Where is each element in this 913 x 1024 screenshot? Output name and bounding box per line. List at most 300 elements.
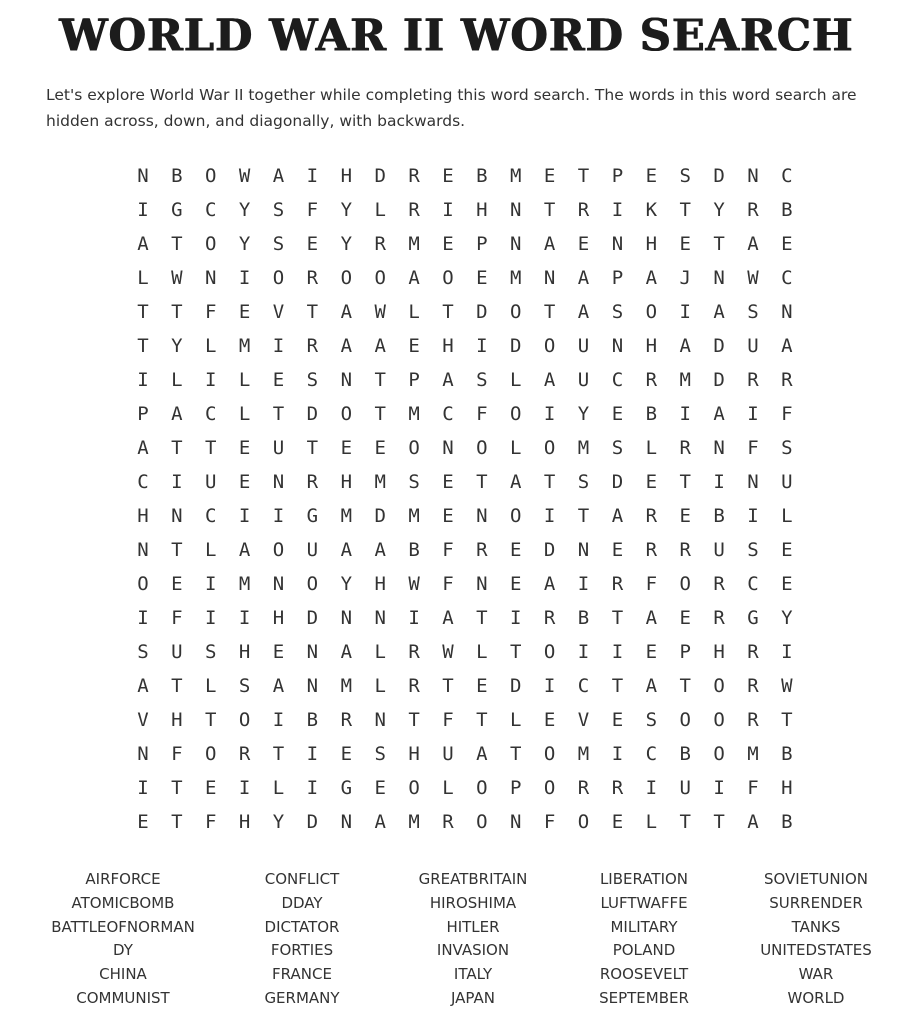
grid-cell[interactable]: A <box>340 335 353 357</box>
grid-cell[interactable]: M <box>340 675 353 697</box>
grid-cell[interactable]: S <box>137 641 149 663</box>
grid-cell[interactable]: P <box>408 369 420 391</box>
grid-cell[interactable]: Y <box>340 573 353 595</box>
grid-cell[interactable]: R <box>577 199 590 221</box>
grid-cell[interactable]: F <box>747 777 759 799</box>
grid-cell[interactable]: O <box>510 505 522 527</box>
grid-cell[interactable]: A <box>510 471 522 493</box>
grid-cell[interactable]: C <box>442 403 454 425</box>
grid-cell[interactable]: D <box>713 369 725 391</box>
grid-cell[interactable]: I <box>306 777 319 799</box>
grid-cell[interactable]: N <box>543 267 556 289</box>
grid-cell[interactable]: A <box>442 607 454 629</box>
grid-cell[interactable]: O <box>306 573 319 595</box>
grid-cell[interactable]: O <box>543 641 556 663</box>
grid-cell[interactable]: T <box>679 199 691 221</box>
grid-cell[interactable]: A <box>340 301 353 323</box>
grid-cell[interactable]: I <box>543 505 556 527</box>
grid-cell[interactable]: E <box>645 471 658 493</box>
grid-cell[interactable]: I <box>205 369 217 391</box>
grid-cell[interactable]: N <box>510 199 522 221</box>
grid-cell[interactable]: N <box>611 233 624 255</box>
grid-cell[interactable]: A <box>272 675 285 697</box>
grid-cell[interactable]: N <box>272 573 285 595</box>
grid-cell[interactable]: E <box>408 335 420 357</box>
grid-cell[interactable]: E <box>476 675 488 697</box>
grid-cell[interactable]: A <box>645 607 658 629</box>
grid-cell[interactable]: T <box>374 369 386 391</box>
grid-cell[interactable]: C <box>205 199 217 221</box>
grid-cell[interactable]: R <box>747 675 759 697</box>
grid-cell[interactable]: U <box>781 471 793 493</box>
grid-cell[interactable]: V <box>137 709 149 731</box>
grid-cell[interactable]: E <box>611 811 624 833</box>
grid-cell[interactable]: U <box>747 335 759 357</box>
grid-cell[interactable]: O <box>543 743 556 765</box>
grid-cell[interactable]: R <box>645 505 658 527</box>
grid-cell[interactable]: H <box>171 709 183 731</box>
grid-cell[interactable]: E <box>340 437 353 459</box>
grid-cell[interactable]: D <box>611 471 624 493</box>
grid-cell[interactable]: Y <box>781 607 793 629</box>
grid-cell[interactable]: E <box>645 165 658 187</box>
grid-cell[interactable]: O <box>713 675 725 697</box>
grid-cell[interactable]: T <box>205 709 217 731</box>
grid-cell[interactable]: A <box>577 301 590 323</box>
grid-cell[interactable]: A <box>747 811 759 833</box>
grid-cell[interactable]: O <box>645 301 658 323</box>
grid-cell[interactable]: M <box>510 165 522 187</box>
grid-cell[interactable]: I <box>408 607 420 629</box>
grid-cell[interactable]: N <box>340 811 353 833</box>
grid-cell[interactable]: P <box>611 267 624 289</box>
grid-cell[interactable]: E <box>442 471 454 493</box>
grid-cell[interactable]: E <box>238 471 251 493</box>
grid-cell[interactable]: L <box>645 811 658 833</box>
grid-cell[interactable]: N <box>577 539 590 561</box>
grid-cell[interactable]: A <box>713 403 725 425</box>
grid-cell[interactable]: A <box>408 267 420 289</box>
grid-cell[interactable]: R <box>543 607 556 629</box>
grid-cell[interactable]: M <box>238 573 251 595</box>
grid-cell[interactable]: D <box>476 301 488 323</box>
grid-cell[interactable]: E <box>442 165 454 187</box>
grid-cell[interactable]: C <box>577 675 590 697</box>
grid-cell[interactable]: R <box>306 335 319 357</box>
grid-cell[interactable]: I <box>679 301 691 323</box>
grid-cell[interactable]: O <box>442 267 454 289</box>
grid-cell[interactable]: A <box>137 675 149 697</box>
grid-cell[interactable]: W <box>781 675 793 697</box>
grid-cell[interactable]: T <box>205 437 217 459</box>
grid-cell[interactable]: F <box>543 811 556 833</box>
grid-cell[interactable]: L <box>510 437 522 459</box>
grid-cell[interactable]: F <box>171 607 183 629</box>
grid-cell[interactable]: M <box>747 743 759 765</box>
grid-cell[interactable]: I <box>306 165 319 187</box>
grid-cell[interactable]: R <box>645 539 658 561</box>
grid-cell[interactable]: I <box>781 641 793 663</box>
grid-cell[interactable]: J <box>679 267 691 289</box>
grid-cell[interactable]: R <box>408 165 420 187</box>
grid-cell[interactable]: I <box>137 607 149 629</box>
grid-cell[interactable]: I <box>611 641 624 663</box>
grid-cell[interactable]: R <box>306 267 319 289</box>
grid-cell[interactable]: I <box>272 505 285 527</box>
grid-cell[interactable]: L <box>374 641 386 663</box>
grid-cell[interactable]: N <box>306 641 319 663</box>
grid-cell[interactable]: T <box>510 641 522 663</box>
grid-cell[interactable]: R <box>747 369 759 391</box>
grid-cell[interactable]: Y <box>713 199 725 221</box>
grid-cell[interactable]: N <box>374 607 386 629</box>
grid-cell[interactable]: G <box>340 777 353 799</box>
grid-cell[interactable]: Y <box>272 811 285 833</box>
grid-cell[interactable]: B <box>781 811 793 833</box>
grid-cell[interactable]: L <box>238 403 251 425</box>
grid-cell[interactable]: T <box>171 301 183 323</box>
grid-cell[interactable]: U <box>272 437 285 459</box>
grid-cell[interactable]: F <box>442 573 454 595</box>
grid-cell[interactable]: O <box>713 709 725 731</box>
grid-cell[interactable]: O <box>272 539 285 561</box>
grid-cell[interactable]: T <box>408 709 420 731</box>
grid-cell[interactable]: R <box>476 539 488 561</box>
grid-cell[interactable]: O <box>374 267 386 289</box>
grid-cell[interactable]: O <box>340 403 353 425</box>
grid-cell[interactable]: T <box>171 437 183 459</box>
grid-cell[interactable]: N <box>713 267 725 289</box>
grid-cell[interactable]: T <box>679 471 691 493</box>
grid-cell[interactable]: P <box>679 641 691 663</box>
grid-cell[interactable]: N <box>340 607 353 629</box>
grid-cell[interactable]: U <box>171 641 183 663</box>
grid-cell[interactable]: F <box>476 403 488 425</box>
grid-cell[interactable]: T <box>476 471 488 493</box>
grid-cell[interactable]: M <box>510 267 522 289</box>
grid-cell[interactable]: D <box>306 811 319 833</box>
grid-cell[interactable]: E <box>679 233 691 255</box>
grid-cell[interactable]: T <box>679 675 691 697</box>
grid-cell[interactable]: O <box>137 573 149 595</box>
grid-cell[interactable]: N <box>476 573 488 595</box>
grid-cell[interactable]: A <box>543 573 556 595</box>
grid-cell[interactable]: T <box>306 437 319 459</box>
grid-cell[interactable]: I <box>137 199 149 221</box>
grid-cell[interactable]: E <box>645 641 658 663</box>
grid-cell[interactable]: G <box>747 607 759 629</box>
grid-cell[interactable]: I <box>137 369 149 391</box>
grid-cell[interactable]: U <box>306 539 319 561</box>
grid-cell[interactable]: B <box>679 743 691 765</box>
grid-cell[interactable]: A <box>442 369 454 391</box>
grid-cell[interactable]: I <box>476 335 488 357</box>
grid-cell[interactable]: O <box>577 811 590 833</box>
grid-cell[interactable]: R <box>340 709 353 731</box>
grid-cell[interactable]: A <box>645 267 658 289</box>
grid-cell[interactable]: E <box>306 233 319 255</box>
grid-cell[interactable]: T <box>272 403 285 425</box>
grid-cell[interactable]: D <box>306 607 319 629</box>
grid-cell[interactable]: S <box>611 301 624 323</box>
grid-cell[interactable]: H <box>272 607 285 629</box>
grid-cell[interactable]: H <box>781 777 793 799</box>
grid-cell[interactable]: R <box>611 573 624 595</box>
grid-cell[interactable]: S <box>272 233 285 255</box>
grid-cell[interactable]: T <box>713 233 725 255</box>
grid-cell[interactable]: I <box>645 777 658 799</box>
grid-cell[interactable]: N <box>137 743 149 765</box>
grid-cell[interactable]: A <box>374 539 386 561</box>
grid-cell[interactable]: M <box>408 403 420 425</box>
grid-cell[interactable]: N <box>510 233 522 255</box>
grid-cell[interactable]: W <box>374 301 386 323</box>
grid-cell[interactable]: I <box>238 505 251 527</box>
grid-cell[interactable]: Y <box>238 233 251 255</box>
grid-cell[interactable]: E <box>476 267 488 289</box>
grid-cell[interactable]: O <box>205 165 217 187</box>
grid-cell[interactable]: N <box>306 675 319 697</box>
grid-cell[interactable]: R <box>781 369 793 391</box>
grid-cell[interactable]: R <box>408 675 420 697</box>
grid-cell[interactable]: S <box>679 165 691 187</box>
grid-cell[interactable]: B <box>408 539 420 561</box>
grid-cell[interactable]: I <box>238 607 251 629</box>
grid-cell[interactable]: U <box>577 369 590 391</box>
grid-cell[interactable]: R <box>747 199 759 221</box>
grid-cell[interactable]: B <box>713 505 725 527</box>
grid-cell[interactable]: B <box>306 709 319 731</box>
grid-cell[interactable]: A <box>543 233 556 255</box>
grid-cell[interactable]: L <box>374 199 386 221</box>
grid-cell[interactable]: O <box>238 709 251 731</box>
grid-cell[interactable]: S <box>747 539 759 561</box>
grid-cell[interactable]: Y <box>340 233 353 255</box>
grid-cell[interactable]: C <box>781 165 793 187</box>
grid-cell[interactable]: P <box>476 233 488 255</box>
grid-cell[interactable]: I <box>171 471 183 493</box>
grid-cell[interactable]: E <box>611 539 624 561</box>
grid-cell[interactable]: R <box>747 641 759 663</box>
grid-cell[interactable]: S <box>205 641 217 663</box>
grid-cell[interactable]: E <box>272 641 285 663</box>
grid-cell[interactable]: N <box>205 267 217 289</box>
grid-cell[interactable]: S <box>306 369 319 391</box>
grid-cell[interactable]: S <box>272 199 285 221</box>
grid-cell[interactable]: M <box>340 505 353 527</box>
grid-cell[interactable]: C <box>781 267 793 289</box>
grid-cell[interactable]: L <box>510 709 522 731</box>
grid-cell[interactable]: E <box>442 233 454 255</box>
grid-cell[interactable]: A <box>238 539 251 561</box>
grid-cell[interactable]: B <box>577 607 590 629</box>
grid-cell[interactable]: T <box>510 743 522 765</box>
grid-cell[interactable]: Y <box>171 335 183 357</box>
grid-cell[interactable]: E <box>374 437 386 459</box>
grid-cell[interactable]: B <box>476 165 488 187</box>
grid-cell[interactable]: N <box>171 505 183 527</box>
grid-cell[interactable]: E <box>510 573 522 595</box>
grid-cell[interactable]: E <box>238 301 251 323</box>
grid-cell[interactable]: E <box>781 233 793 255</box>
grid-cell[interactable]: I <box>272 709 285 731</box>
grid-cell[interactable]: C <box>747 573 759 595</box>
grid-cell[interactable]: T <box>577 505 590 527</box>
grid-cell[interactable]: H <box>713 641 725 663</box>
grid-cell[interactable]: L <box>510 369 522 391</box>
grid-cell[interactable]: P <box>510 777 522 799</box>
grid-cell[interactable]: E <box>442 505 454 527</box>
grid-cell[interactable]: V <box>272 301 285 323</box>
grid-cell[interactable]: E <box>679 607 691 629</box>
grid-cell[interactable]: F <box>306 199 319 221</box>
grid-cell[interactable]: P <box>611 165 624 187</box>
grid-cell[interactable]: R <box>238 743 251 765</box>
grid-cell[interactable]: T <box>171 539 183 561</box>
grid-cell[interactable]: W <box>747 267 759 289</box>
grid-cell[interactable]: E <box>137 811 149 833</box>
grid-cell[interactable]: F <box>747 437 759 459</box>
grid-cell[interactable]: H <box>645 335 658 357</box>
grid-cell[interactable]: U <box>577 335 590 357</box>
grid-cell[interactable]: S <box>476 369 488 391</box>
grid-cell[interactable]: L <box>408 301 420 323</box>
grid-cell[interactable]: B <box>645 403 658 425</box>
grid-cell[interactable]: A <box>374 811 386 833</box>
grid-cell[interactable]: O <box>476 811 488 833</box>
grid-cell[interactable]: R <box>713 607 725 629</box>
grid-cell[interactable]: T <box>476 709 488 731</box>
grid-cell[interactable]: L <box>476 641 488 663</box>
grid-cell[interactable]: I <box>747 505 759 527</box>
grid-cell[interactable]: H <box>137 505 149 527</box>
grid-cell[interactable]: F <box>442 709 454 731</box>
grid-cell[interactable]: E <box>171 573 183 595</box>
grid-cell[interactable]: O <box>543 335 556 357</box>
grid-cell[interactable]: I <box>272 335 285 357</box>
grid-cell[interactable]: R <box>679 539 691 561</box>
grid-cell[interactable]: T <box>374 403 386 425</box>
grid-cell[interactable]: I <box>611 199 624 221</box>
grid-cell[interactable]: A <box>137 233 149 255</box>
grid-cell[interactable]: S <box>408 471 420 493</box>
grid-cell[interactable]: T <box>137 301 149 323</box>
grid-cell[interactable]: O <box>713 743 725 765</box>
grid-cell[interactable]: E <box>679 505 691 527</box>
grid-cell[interactable]: L <box>205 335 217 357</box>
grid-cell[interactable]: O <box>476 777 488 799</box>
grid-cell[interactable]: M <box>577 437 590 459</box>
grid-cell[interactable]: T <box>543 301 556 323</box>
grid-cell[interactable]: Y <box>238 199 251 221</box>
grid-cell[interactable]: O <box>679 709 691 731</box>
grid-cell[interactable]: E <box>781 573 793 595</box>
grid-cell[interactable]: T <box>171 675 183 697</box>
grid-cell[interactable]: A <box>137 437 149 459</box>
grid-cell[interactable]: I <box>713 471 725 493</box>
grid-cell[interactable]: T <box>611 607 624 629</box>
grid-cell[interactable]: H <box>238 641 251 663</box>
grid-cell[interactable]: I <box>306 743 319 765</box>
grid-cell[interactable]: I <box>543 403 556 425</box>
grid-cell[interactable]: H <box>340 471 353 493</box>
grid-cell[interactable]: H <box>476 199 488 221</box>
grid-cell[interactable]: L <box>238 369 251 391</box>
grid-cell[interactable]: T <box>442 675 454 697</box>
grid-cell[interactable]: M <box>408 233 420 255</box>
grid-cell[interactable]: N <box>713 437 725 459</box>
grid-cell[interactable]: R <box>442 811 454 833</box>
grid-cell[interactable]: C <box>611 369 624 391</box>
grid-cell[interactable]: H <box>374 573 386 595</box>
grid-cell[interactable]: R <box>408 641 420 663</box>
grid-cell[interactable]: T <box>679 811 691 833</box>
grid-cell[interactable]: T <box>306 301 319 323</box>
grid-cell[interactable]: R <box>577 777 590 799</box>
grid-cell[interactable]: T <box>543 199 556 221</box>
grid-cell[interactable]: K <box>645 199 658 221</box>
grid-cell[interactable]: S <box>238 675 251 697</box>
grid-cell[interactable]: R <box>374 233 386 255</box>
grid-cell[interactable]: A <box>374 335 386 357</box>
grid-cell[interactable]: A <box>747 233 759 255</box>
grid-cell[interactable]: E <box>611 403 624 425</box>
grid-cell[interactable]: L <box>781 505 793 527</box>
grid-cell[interactable]: R <box>306 471 319 493</box>
grid-cell[interactable]: D <box>374 165 386 187</box>
grid-cell[interactable]: F <box>781 403 793 425</box>
grid-cell[interactable]: T <box>171 233 183 255</box>
grid-cell[interactable]: D <box>713 165 725 187</box>
grid-cell[interactable]: W <box>171 267 183 289</box>
grid-cell[interactable]: F <box>442 539 454 561</box>
grid-cell[interactable]: L <box>205 675 217 697</box>
grid-cell[interactable]: R <box>645 369 658 391</box>
grid-cell[interactable]: I <box>238 777 251 799</box>
grid-cell[interactable]: I <box>238 267 251 289</box>
grid-cell[interactable]: A <box>781 335 793 357</box>
grid-cell[interactable]: T <box>577 165 590 187</box>
grid-cell[interactable]: A <box>171 403 183 425</box>
grid-cell[interactable]: A <box>476 743 488 765</box>
grid-cell[interactable]: I <box>442 199 454 221</box>
grid-cell[interactable]: U <box>442 743 454 765</box>
grid-cell[interactable]: O <box>205 743 217 765</box>
grid-cell[interactable]: N <box>747 165 759 187</box>
grid-cell[interactable]: W <box>238 165 251 187</box>
grid-cell[interactable]: T <box>171 811 183 833</box>
grid-cell[interactable]: R <box>408 199 420 221</box>
grid-cell[interactable]: E <box>340 743 353 765</box>
grid-cell[interactable]: D <box>510 335 522 357</box>
grid-cell[interactable]: T <box>476 607 488 629</box>
grid-cell[interactable]: E <box>238 437 251 459</box>
grid-cell[interactable]: O <box>476 437 488 459</box>
grid-cell[interactable]: N <box>137 539 149 561</box>
grid-cell[interactable]: D <box>510 675 522 697</box>
grid-cell[interactable]: A <box>340 539 353 561</box>
grid-cell[interactable]: G <box>171 199 183 221</box>
grid-cell[interactable]: U <box>713 539 725 561</box>
grid-cell[interactable]: T <box>137 335 149 357</box>
grid-cell[interactable]: T <box>543 471 556 493</box>
grid-cell[interactable]: O <box>543 437 556 459</box>
grid-cell[interactable]: N <box>442 437 454 459</box>
grid-cell[interactable]: T <box>713 811 725 833</box>
grid-cell[interactable]: U <box>205 471 217 493</box>
grid-cell[interactable]: I <box>205 573 217 595</box>
grid-cell[interactable]: S <box>747 301 759 323</box>
